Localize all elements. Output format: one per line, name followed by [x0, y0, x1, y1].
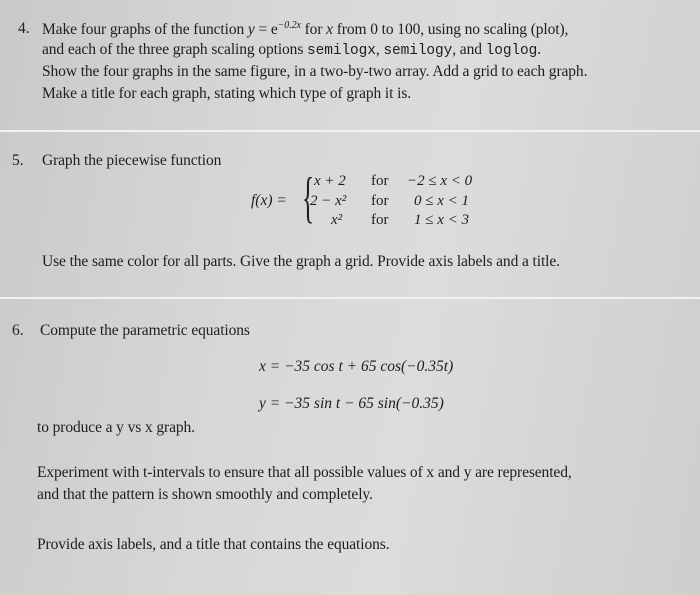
problem-4-text: , and	[452, 41, 486, 58]
problem-6-intro: Compute the parametric equations	[40, 322, 250, 339]
problem-4-number: 4.	[18, 20, 30, 37]
problem-4-line-3: Show the four graphs in the same figure, in a two-by-two array. Add a grid to each graph.	[42, 63, 588, 80]
code-semilogy: semilogy	[383, 43, 453, 59]
piece-2-for: for	[371, 193, 389, 209]
code-semilogx: semilogx	[307, 43, 376, 59]
problem-4-text: from 0 to 100, using no scaling (plot),	[332, 21, 569, 39]
section-divider	[0, 297, 700, 299]
piece-1-cond: −2 ≤ x < 0	[407, 173, 473, 189]
piece-1-for: for	[371, 173, 389, 189]
exponent: −0.2x	[277, 20, 301, 31]
problem-5-number: 5.	[12, 152, 24, 169]
piece-2-expr: 2 − x²	[310, 193, 347, 209]
problem-6-produce: to produce a y vs x graph.	[37, 419, 195, 436]
piece-3-cond: 1 ≤ x < 3	[414, 212, 470, 228]
equals-e: = e	[254, 21, 278, 39]
piece-3-expr: x²	[331, 212, 343, 228]
piece-2-cond: 0 ≤ x < 1	[414, 193, 470, 209]
problem-4-line-4: Make a title for each graph, stating which type of graph it is.	[42, 85, 412, 102]
variable-y: y	[247, 21, 255, 39]
parametric-x-equation: x = −35 cos t + 65 cos(−0.35t)	[259, 358, 454, 375]
problem-5-intro: Graph the piecewise function	[42, 152, 222, 169]
piecewise-fx: f(x) =	[251, 192, 287, 209]
left-brace: {	[302, 167, 315, 229]
problem-4-text: and each of the three graph scaling options	[42, 41, 308, 58]
problem-6-provide: Provide axis labels, and a title that contains the equations.	[37, 536, 390, 553]
problem-4-text: Make four graphs of the function	[42, 21, 248, 39]
problem-5-instructions: Use the same color for all parts. Give the graph a grid. Provide axis labels and a title.	[42, 253, 560, 270]
problem-4-text: for	[300, 21, 327, 39]
piece-3-for: for	[371, 212, 389, 228]
problem-6-experiment-1: Experiment with t-intervals to ensure that all possible values of x and y are represented,	[37, 464, 572, 481]
piece-1-expr: x + 2	[314, 173, 346, 189]
problem-4-text: .	[537, 41, 542, 58]
section-divider	[0, 130, 700, 132]
parametric-y-equation: y = −35 sin t − 65 sin(−0.35)	[259, 395, 444, 412]
code-loglog: loglog	[485, 43, 538, 59]
problem-4-text: ,	[375, 41, 384, 58]
problem-6-experiment-2: and that the pattern is shown smoothly and completely.	[37, 486, 373, 503]
problem-4-line-2	[42, 41, 541, 59]
problem-6-number: 6.	[12, 322, 24, 339]
variable-x: x	[326, 21, 333, 39]
problem-4-line-1	[42, 20, 568, 39]
